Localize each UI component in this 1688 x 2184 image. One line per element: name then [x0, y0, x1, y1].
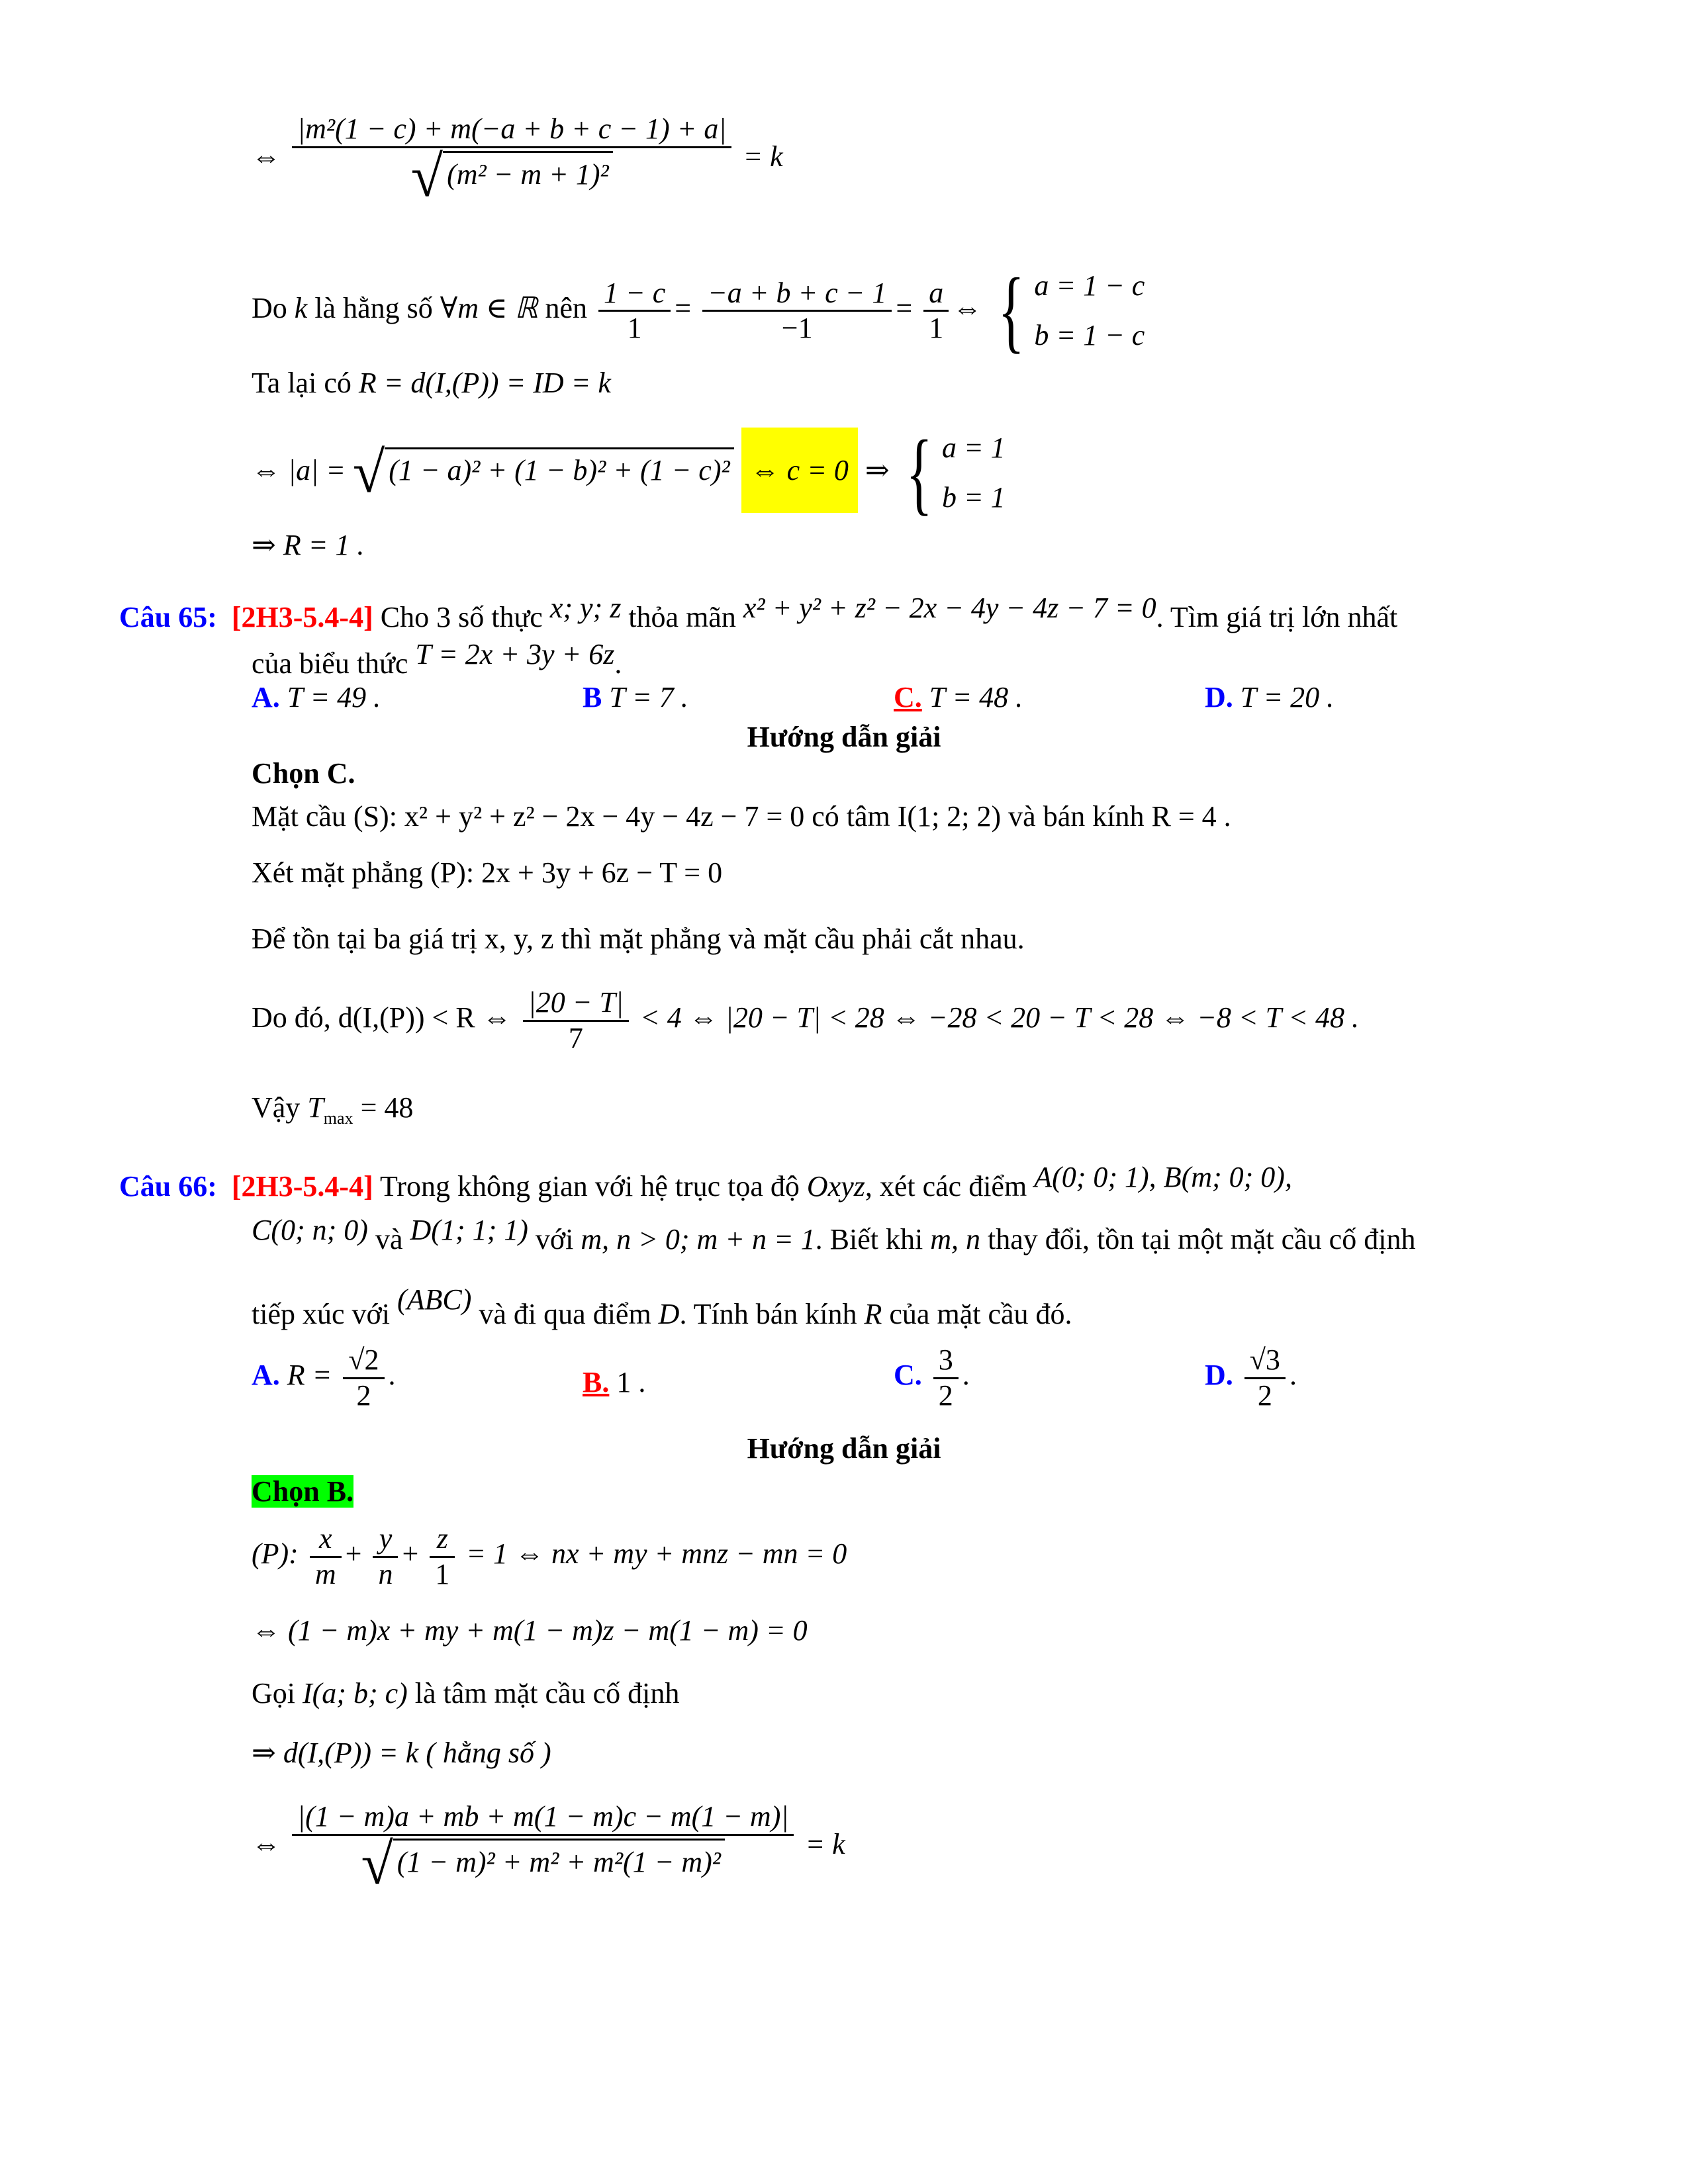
- distance-fraction-equation: ⇔ $\frac{|(1 - m)a + mb + m(1 - m)c - m(1 - m)|}{\text{√ (1 − m)² + m² + m²(1 − m)²}}$ = k: [252, 1800, 845, 1897]
- plane-equation-expanded: ⇔ (1 − m)x + my + m(1 − m)z − m(1 − m) = 0: [252, 1614, 808, 1647]
- question-code: [2H3-5.4-4]: [231, 601, 373, 633]
- plane-line: Xét mặt phẳng (P): 2x + 3y + 6z − T = 0: [252, 856, 723, 889]
- plane-intercept-equation: (P): $\frac{x}{m}$ + $\frac{y}{n}$ + $\frac{z}{1}$ = 1 ⇔ nx + my + mnz − mn = 0: [252, 1522, 847, 1590]
- system-abc: a = 1 − c b = 1 − c: [1034, 269, 1145, 351]
- option-d[interactable]: D. T = 20 .: [1205, 681, 1335, 713]
- highlight-c-zero: ⇔ c = 0: [741, 428, 858, 513]
- answer-choice: Chọn C.: [252, 757, 355, 790]
- radius-equals-k: Ta lại có R = d(I,(P)) = ID = k: [252, 367, 611, 399]
- solution-heading: Hướng dẫn giải: [747, 1432, 941, 1465]
- question-label: Câu 65:: [119, 601, 217, 633]
- option-c[interactable]: C. $\frac{3}{2}$ .: [894, 1343, 970, 1412]
- question-label: Câu 66:: [119, 1170, 217, 1203]
- question-code: [2H3-5.4-4]: [231, 1170, 373, 1203]
- constant-k-line: Do k là hằng số ∀m ∈ ℝ nên $\frac{1 - c}{1}$ = $\frac{-a + b + c - 1}{-1}$ = $\frac{a}{1}$ ⇔ { a = 1 − c b = 1 − c: [252, 259, 1145, 362]
- distance-inequality: Do đó, d(I,(P)) < R ⇔ $\frac{|20 - T|}{7}$ < 4 ⇔ |20 − T| < 28 ⇔ −28 < 20 − T < 28 ⇔ −8 < T < 48 .: [252, 986, 1359, 1054]
- option-a[interactable]: A. T = 49 .: [252, 681, 381, 713]
- option-a[interactable]: A. R = $\frac{√2}{2}$ .: [252, 1343, 396, 1412]
- distance-constant: ⇒ d(I,(P)) = k ( hằng số ): [252, 1737, 551, 1769]
- option-c[interactable]: C. T = 48 .: [894, 681, 1023, 713]
- fraction-distance: $\frac{\text{|m²(1 − c) + m(−a + b + c − 1) + a|}}{\text{√ (m² − m + 1)²}}$: [292, 113, 731, 206]
- option-b[interactable]: B T = 7 .: [583, 681, 688, 713]
- highlight-answer: Chọn B.: [252, 1475, 354, 1508]
- question-66-stem-3: tiếp xúc với (ABC) và đi qua điểm D. Tính bán kính R của mặt cầu đó.: [252, 1283, 1072, 1330]
- abs-a-equation: ⇔ |a| = √ (1 − a)² + (1 − b)² + (1 − c)² ⇔ c = 0 ⇒ { a = 1 b = 1: [252, 421, 1006, 524]
- question-65-stem: Câu 65: [2H3-5.4-4] Cho 3 số thực x; y; z thỏa mãn x² + y² + z² − 2x − 4y − 4z − 7 = 0. Tìm giá trị lớn nhất: [119, 592, 1398, 633]
- sphere-line: Mặt cầu (S): x² + y² + z² − 2x − 4y − 4z − 7 = 0 có tâm I(1; 2; 2) và bán kính R = 4 .: [252, 800, 1231, 833]
- center-definition: Gọi I(a; b; c) là tâm mặt cầu cố định: [252, 1677, 680, 1709]
- radius-result: ⇒ R = 1 .: [252, 529, 365, 561]
- question-65-stem-2: của biểu thức T = 2x + 3y + 6z.: [252, 638, 622, 680]
- solution-heading: Hướng dẫn giải: [747, 721, 941, 753]
- answer-choice: [252, 1476, 353, 1508]
- condition-line: Để tồn tại ba giá trị x, y, z thì mặt phẳng và mặt cầu phải cắt nhau.: [252, 923, 1025, 955]
- question-66-stem: Câu 66: [2H3-5.4-4] Trong không gian với hệ trục tọa độ Oxyz, xét các điểm A(0; 0; 1), B(m; 0; 0),: [119, 1161, 1292, 1203]
- question-66-stem-2: C(0; n; 0) và D(1; 1; 1) với m, n > 0; m + n = 1. Biết khi m, n thay đổi, tồn tại một mặt cầu cố định: [252, 1214, 1416, 1255]
- equation-distance-k: ⇔ $\frac{\text{|m²(1 − c) + m(−a + b + c − 1) + a|}}{\text{√ (m² − m + 1)²}}$ = k: [252, 113, 783, 209]
- option-b[interactable]: B. 1 .: [583, 1366, 646, 1398]
- conclusion-line: Vậy $T_{max} = 48$: [252, 1091, 414, 1128]
- option-d[interactable]: D. $\frac{√3}{2}$ .: [1205, 1343, 1297, 1412]
